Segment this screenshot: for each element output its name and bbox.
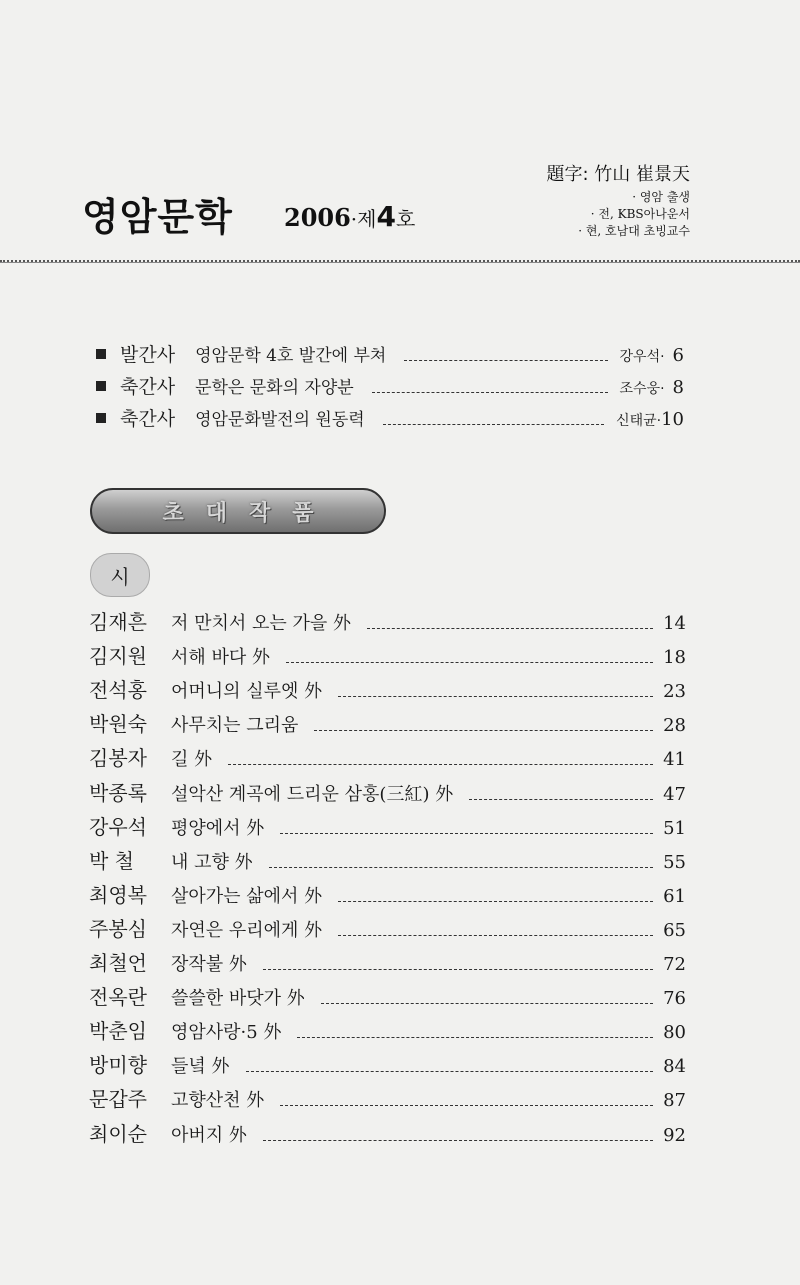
front-matter-author: 조수웅	[619, 381, 661, 397]
dot-leader	[246, 1071, 654, 1072]
poem-author: 방미향	[89, 1053, 147, 1078]
dot-leader	[372, 392, 608, 393]
poem-author: 최영복	[89, 882, 147, 907]
poem-title: 설악산 계곡에 드리운 삼홍(三紅) 外	[171, 783, 454, 805]
calligraphy-line: · 영암 출생	[632, 190, 690, 204]
dot-leader	[469, 799, 653, 800]
poem-page: 65	[663, 919, 686, 941]
poem-author: 최이순	[89, 1121, 147, 1146]
header-divider	[0, 260, 800, 263]
front-matter-page: 8	[672, 377, 684, 398]
author-page-separator: ·	[660, 349, 665, 365]
poem-entry[interactable]	[89, 708, 686, 737]
poem-author: 강우석	[89, 814, 147, 839]
poem-entry[interactable]	[89, 811, 686, 840]
poem-entry[interactable]	[89, 674, 686, 703]
front-matter-title: 문학은 문화의 자양분	[195, 378, 354, 398]
poem-page: 72	[663, 954, 686, 975]
calligraphy-line: · 현, 호남대 초빙교수	[578, 224, 690, 238]
poem-title: 살아가는 삶에서 外	[171, 885, 323, 907]
poem-author: 박원숙	[89, 712, 147, 737]
square-bullet-icon	[96, 381, 106, 391]
poem-author: 박종록	[89, 780, 147, 805]
poem-title: 내 고향 外	[171, 851, 253, 873]
poem-title: 장작불 外	[171, 954, 247, 975]
dot-leader	[338, 696, 653, 697]
banner-label: 초대작품	[162, 500, 336, 526]
poem-title: 서해 바다 外	[171, 647, 270, 669]
dot-leader	[280, 1105, 653, 1106]
dot-leader	[321, 1003, 653, 1004]
poem-entry[interactable]	[89, 777, 686, 806]
poem-title: 평양에서 外	[171, 817, 265, 839]
poem-entry[interactable]	[89, 913, 686, 942]
issue-suffix: 호	[395, 207, 416, 231]
magazine-title: 영암문학	[82, 195, 233, 239]
front-matter-page: 10	[661, 409, 684, 430]
calligraphy-main: 題字: 竹山 崔景天	[546, 164, 690, 185]
poem-entry[interactable]	[89, 1083, 686, 1112]
poem-page: 47	[663, 783, 686, 805]
poem-page: 23	[663, 681, 686, 703]
poem-title: 고향산천 外	[171, 1090, 265, 1112]
poem-entry[interactable]	[89, 981, 686, 1010]
front-matter-author: 신태균	[616, 413, 657, 429]
poem-page: 92	[663, 1124, 686, 1146]
dot-leader	[269, 867, 653, 868]
poem-author: 박춘임	[89, 1019, 147, 1044]
poem-entry[interactable]	[89, 1015, 686, 1044]
calligraphy-credit	[546, 160, 690, 240]
dot-leader	[383, 424, 604, 425]
poem-title: 쓸쓸한 바닷가 外	[171, 988, 305, 1010]
poem-title: 아버지 外	[171, 1124, 247, 1146]
dot-leader	[263, 969, 653, 970]
poem-author: 전석홍	[89, 678, 147, 703]
poem-page: 28	[663, 715, 686, 737]
front-matter-title: 영암문화발전의 원동력	[195, 410, 365, 430]
poem-entry[interactable]	[89, 1118, 686, 1147]
poem-page: 55	[663, 851, 686, 873]
front-matter-title: 영암문학 4호 발간에 부쳐	[195, 346, 387, 366]
front-matter-label: 축간사	[120, 376, 176, 398]
issue-prefix: 제	[357, 207, 377, 231]
poem-title: 저 만치서 오는 가을 外	[171, 613, 351, 634]
author-page-separator: ·	[660, 381, 665, 397]
poem-entry[interactable]	[89, 742, 686, 771]
author-page-separator: ·	[656, 413, 662, 429]
poem-title: 사무치는 그리움	[171, 715, 299, 737]
poem-author: 최철언	[89, 951, 147, 975]
poem-entry[interactable]	[89, 845, 686, 874]
square-bullet-icon	[96, 349, 106, 359]
front-matter-item[interactable]	[96, 340, 684, 367]
poem-author: 문갑주	[89, 1087, 147, 1112]
poem-page: 14	[663, 613, 686, 634]
section-label-poetry	[90, 553, 150, 597]
poem-entry[interactable]	[89, 606, 686, 635]
poem-title: 자연은 우리에게 外	[171, 919, 323, 941]
front-matter-label: 축간사	[120, 408, 176, 430]
dot-leader	[286, 662, 653, 663]
dot-leader	[338, 901, 653, 902]
issue-number: 4	[376, 200, 396, 233]
front-matter-page: 6	[672, 345, 684, 366]
poem-page: 80	[663, 1022, 686, 1044]
dot-leader	[280, 833, 653, 834]
poem-title: 들녘 外	[171, 1056, 230, 1078]
section-banner	[90, 488, 386, 534]
issue-separator: ·	[350, 207, 358, 231]
dot-leader	[404, 360, 607, 361]
dot-leader	[338, 935, 653, 936]
poem-page: 41	[663, 749, 686, 771]
poem-page: 84	[663, 1056, 686, 1078]
poem-entry[interactable]	[89, 947, 686, 976]
front-matter-item[interactable]	[96, 404, 684, 431]
poem-author: 전옥란	[89, 985, 147, 1010]
poem-entry[interactable]	[89, 640, 686, 669]
poem-entry[interactable]	[89, 1049, 686, 1078]
poem-title: 영암사랑·5 外	[171, 1022, 282, 1044]
dot-leader	[228, 764, 653, 765]
poem-page: 61	[663, 885, 686, 907]
poem-author: 박 철	[89, 848, 134, 873]
poem-author: 김지원	[89, 644, 147, 669]
poem-page: 51	[663, 817, 686, 839]
poem-author: 주봉심	[89, 916, 147, 941]
poem-author: 김봉자	[89, 746, 147, 771]
section-label-text: 시	[110, 564, 130, 589]
dot-leader	[297, 1037, 653, 1038]
issue-info	[284, 200, 415, 233]
poem-page: 87	[663, 1090, 686, 1112]
poem-title: 어머니의 실루엣 外	[171, 681, 323, 703]
dot-leader	[367, 628, 653, 629]
front-matter-label: 발간사	[120, 344, 176, 366]
square-bullet-icon	[96, 413, 106, 423]
poem-author: 김재흔	[89, 610, 147, 634]
front-matter-item[interactable]	[96, 372, 684, 399]
poem-page: 18	[663, 647, 686, 669]
poem-entry[interactable]	[89, 879, 686, 908]
front-matter-author: 강우석	[619, 349, 661, 365]
calligraphy-line: · 전, KBS아나운서	[590, 207, 690, 221]
poem-title: 길 外	[171, 749, 213, 771]
issue-year: 2006	[284, 203, 351, 232]
dot-leader	[314, 730, 653, 731]
poem-page: 76	[663, 988, 686, 1010]
dot-leader	[263, 1140, 653, 1141]
